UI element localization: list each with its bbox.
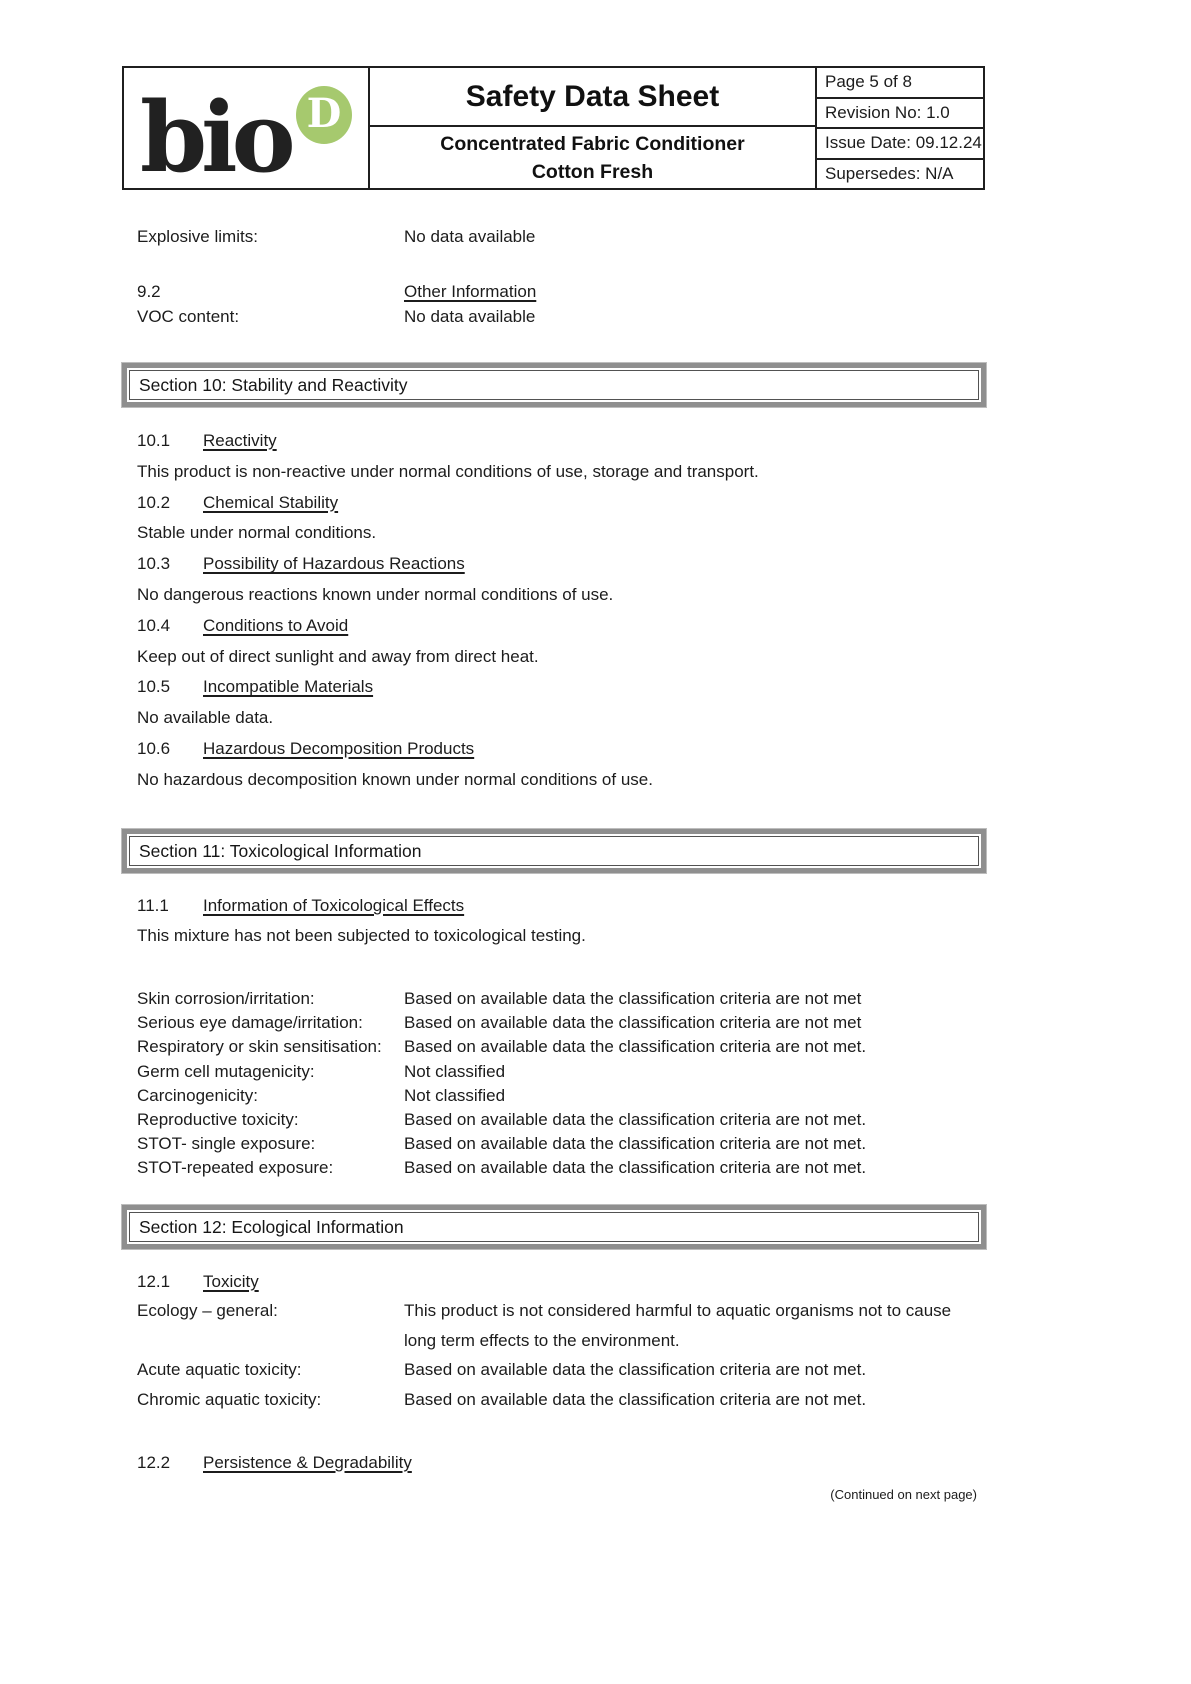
subsection-number: 12.1 (137, 1272, 171, 1291)
tox-value: Based on available data the classification criteria are not met. (404, 1110, 867, 1130)
section10-content (137, 426, 967, 796)
subsection-heading (137, 488, 967, 519)
subsection-heading (137, 891, 967, 921)
eco-row (137, 1355, 967, 1385)
section10-banner (122, 363, 986, 407)
kv-value: Other Information (404, 282, 537, 301)
tox-label: Skin corrosion/irritation: (137, 989, 315, 1008)
subsection-body: No available data. (137, 708, 274, 728)
eco-value: This product is not considered harmful to aquatic organisms not to cause long term effects to the environment. (404, 1301, 952, 1350)
eco-row (137, 1296, 967, 1355)
kv-row-other-information (137, 279, 967, 304)
logo-text: bio (140, 81, 290, 194)
tox-row (137, 1132, 967, 1156)
doc-title: Safety Data Sheet (370, 68, 815, 127)
subsection-number: 10.1 (137, 431, 171, 450)
issue-date: Issue Date: 09.12.24 (817, 129, 983, 160)
section12-banner-title: Section 12: Ecological Information (129, 1212, 979, 1242)
tox-label: Reproductive toxicity: (137, 1110, 299, 1130)
subsection-title: Conditions to Avoid (203, 615, 349, 635)
section11-intro (137, 891, 967, 951)
tox-label: Germ cell mutagenicity: (137, 1061, 315, 1081)
subsection-body: Keep out of direct sunlight and away from direct heat. (137, 646, 539, 666)
eco-label: Chromic aquatic toxicity: (137, 1389, 322, 1409)
eco-value: Based on available data the classification criteria are not met. (404, 1360, 867, 1379)
header-table (122, 66, 985, 194)
tox-row (137, 1060, 967, 1084)
subsection-heading (137, 734, 967, 765)
kv-value: No data available (404, 227, 536, 246)
section11-banner (122, 829, 986, 873)
subsection-title: Hazardous Decomposition Products (203, 738, 475, 758)
subsection-number: 10.3 (137, 554, 171, 574)
page-number: Page 5 of 8 (817, 68, 983, 99)
subsection-title: Reactivity (203, 431, 277, 450)
subsection-number: 10.4 (137, 615, 171, 635)
subsection-12-2 (137, 1449, 967, 1477)
section11-banner-title: Section 11: Toxicological Information (129, 836, 979, 866)
tox-label: STOT-repeated exposure: (137, 1158, 334, 1178)
doc-subtitle-line1: Concentrated Fabric Conditioner (440, 132, 745, 155)
header-info-cell (817, 68, 983, 188)
kv-label: 9.2 (137, 282, 161, 301)
subsection-title: Information of Toxicological Effects (203, 896, 465, 915)
kv-label: Explosive limits: (137, 227, 258, 246)
subsection-heading (137, 1449, 967, 1477)
logo-d-letter: D (306, 90, 342, 137)
logo-d-badge (296, 86, 352, 144)
tox-row (137, 1011, 967, 1035)
doc-subtitle (370, 127, 815, 188)
tox-row (137, 1156, 967, 1180)
kv-row-explosive-limits (137, 224, 967, 249)
tox-label: STOT- single exposure: (137, 1134, 316, 1154)
subsection-body: No dangerous reactions known under normal conditions of use. (137, 584, 614, 604)
continued-note: (Continued on next page) (830, 1487, 977, 1502)
tox-row (137, 1084, 967, 1108)
subsection-heading (137, 549, 967, 580)
subsection-number: 10.6 (137, 738, 171, 758)
subsection-title: Persistence & Degradability (203, 1453, 412, 1472)
toxicology-list (137, 987, 967, 1181)
subsection-body: This mixture has not been subjected to toxicological testing. (137, 926, 586, 945)
subsection-title: Possibility of Hazardous Reactions (203, 554, 465, 574)
kv-label: VOC content: (137, 307, 240, 326)
kv-value: No data available (404, 307, 536, 326)
tox-value: Not classified (404, 1061, 506, 1081)
subsection-number: 10.5 (137, 677, 171, 697)
eco-value: Based on available data the classification criteria are not met. (404, 1389, 867, 1409)
section12-banner (122, 1205, 986, 1249)
header-title-cell (370, 68, 817, 188)
tox-row (137, 987, 967, 1011)
subsection-body: Stable under normal conditions. (137, 523, 377, 543)
subsection-heading (137, 1268, 967, 1296)
section9-remainder (137, 224, 967, 329)
tox-row (137, 1108, 967, 1132)
subsection-number: 12.2 (137, 1453, 171, 1472)
tox-value: Based on available data the classification criteria are not met. (404, 1037, 867, 1057)
tox-value: Based on available data the classification criteria are not met. (404, 1158, 867, 1178)
eco-row (137, 1385, 967, 1415)
brand-logo (124, 68, 370, 194)
supersedes: Supersedes: N/A (825, 163, 954, 183)
subsection-heading (137, 672, 967, 703)
tox-label: Serious eye damage/irritation: (137, 1013, 363, 1033)
tox-value: Not classified (404, 1085, 506, 1105)
tox-label: Respiratory or skin sensitisation: (137, 1037, 382, 1057)
subsection-title: Chemical Stability (203, 492, 339, 512)
tox-value: Based on available data the classification criteria are not met (404, 1013, 862, 1033)
tox-value: Based on available data the classification criteria are not met. (404, 1134, 867, 1154)
kv-row-voc-content (137, 304, 967, 329)
subsection-heading (137, 611, 967, 642)
subsection-number: 10.2 (137, 492, 171, 512)
subsection-body: No hazardous decomposition known under normal conditions of use. (137, 769, 653, 789)
subsection-body: This product is non-reactive under normal conditions of use, storage and transport. (137, 461, 759, 481)
tox-value: Based on available data the classification criteria are not met (404, 989, 862, 1008)
subsection-number: 11.1 (137, 896, 169, 915)
doc-subtitle-line2: Cotton Fresh (531, 160, 654, 183)
tox-label: Carcinogenicity: (137, 1085, 258, 1105)
revision-number: Revision No: 1.0 (817, 99, 983, 130)
eco-label: Acute aquatic toxicity: (137, 1360, 302, 1379)
section10-banner-title: Section 10: Stability and Reactivity (129, 370, 979, 400)
subsection-heading (137, 426, 967, 457)
subsection-title: Incompatible Materials (203, 677, 374, 697)
eco-label: Ecology – general: (137, 1301, 278, 1320)
subsection-title: Toxicity (203, 1272, 259, 1291)
section12-content (137, 1268, 967, 1414)
tox-row (137, 1035, 967, 1059)
